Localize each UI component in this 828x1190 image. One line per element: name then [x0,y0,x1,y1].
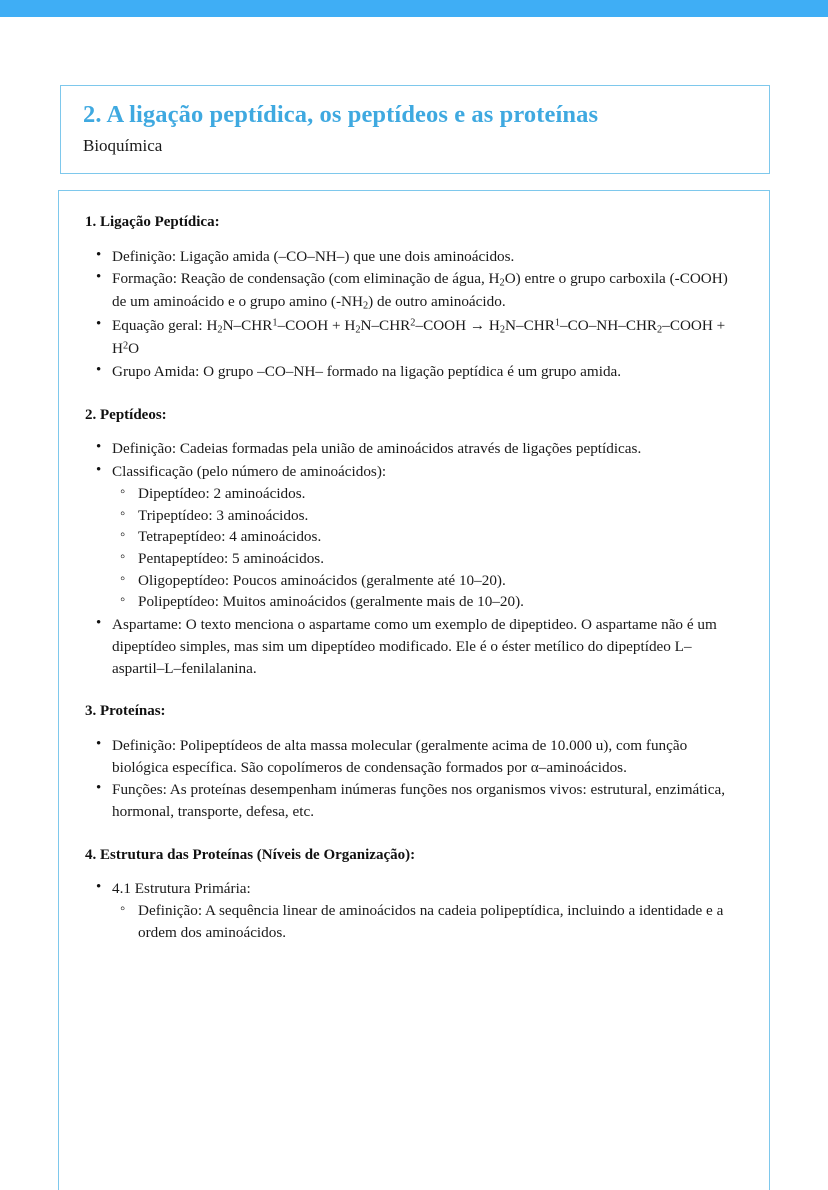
list-item-text: 4.1 Estrutura Primária: [112,880,251,898]
list-item [85,461,739,613]
list-item-text: Classificação (pelo número de aminoácidos): [112,463,387,481]
sub-list-item [112,526,739,548]
sub-list-item [112,570,739,592]
section-heading: 2. Peptídeos: [85,406,167,423]
list-item-text: Definição: Polipeptídeos de alta massa molecular (geralmente acima de 10.000 u), com função biológica específica. São copolímeros de condensação formados por α–aminoácidos. [112,736,688,776]
section-heading: 4. Estrutura das Proteínas (Níveis de Organização): [85,846,416,863]
document-header-box [60,85,770,174]
chemical-equation: Equação geral: $H_2N-CHR^1$–COOH + $H_2N-CHR^2$–COOH → $H_2N-CHR^1-CO-NH-CHR_2$–COOH + $H^2O$ [112,317,726,358]
sub-bullet-list [112,900,739,943]
sub-list-item [112,483,739,505]
document-section [85,846,739,944]
sub-list-item-text: Definição: A sequência linear de aminoácidos na cadeia polipeptídica, incluindo a identidade e a ordem dos aminoácidos. [138,902,724,941]
top-accent-bar [0,0,828,17]
list-item [85,735,739,778]
subscript: 2 [499,277,505,289]
subscript: 2 [217,324,223,336]
sub-list-item [112,505,739,527]
document-section [85,702,739,822]
list-item [85,614,739,679]
sub-list-item-text: Pentapeptídeo: 5 aminoácidos. [138,550,325,568]
sub-list-item-text: Tripeptídeo: 3 aminoácidos. [138,506,309,524]
list-item [85,268,739,314]
page-title: 2. A ligação peptídica, os peptídeos e as proteínas [83,101,599,128]
list-item-text: Grupo Amida: O grupo –CO–NH– formado na ligação peptídica é um grupo amida. [112,363,622,381]
sub-list-item-text: Tetrapeptídeo: 4 aminoácidos. [138,528,322,546]
sub-bullet-list [112,483,739,613]
list-item-text: Definição: Ligação amida (–CO–NH–) que une dois aminoácidos. [112,247,515,265]
sub-list-item-text: Oligopeptídeo: Poucos aminoácidos (geralmente até 10–20). [138,571,506,589]
list-item-text: Funções: As proteínas desempenham inúmeras funções nos organismos vivos: estrutural, enzimática, hormonal, transporte, defesa, etc. [112,781,725,821]
sub-list-item [112,591,739,613]
sub-list-item [112,900,739,943]
list-item-text: Aspartame: O texto menciona o aspartame como um exemplo de dipeptideo. O aspartame não é um dipeptídeo simples, mas sim um dipeptídeo modificado. Ele é o éster metílico do dipeptídeo L–aspartil–L–fenilalanina. [112,616,717,677]
section-heading: 1. Ligação Peptídica: [85,214,220,230]
list-item [85,438,739,460]
list-item [85,779,739,822]
sub-list-item-text: Dipeptídeo: 2 aminoácidos. [138,484,306,502]
sub-list-item-text: Polipeptídeo: Muitos aminoácidos (geralmente mais de 10–20). [138,593,524,611]
sections-container [85,213,739,944]
list-item [85,878,739,943]
superscript: 2 [122,341,129,353]
subscript: 2 [499,324,506,336]
subscript: 2 [657,324,663,336]
list-item-text: Formação: Reação de condensação (com eliminação de água, $H_2O$) entre o grupo carboxila (-COOH) de um aminoácido e o grupo amino $(-NH_2)$ de outro aminoácido. [112,270,728,312]
document-section [85,213,739,383]
subscript: 2 [355,324,361,336]
bullet-list [85,735,739,823]
page-subtitle: Bioquímica [83,136,163,156]
subscript: 2 [362,300,369,312]
sub-list-item [112,548,739,570]
superscript: 1 [272,318,278,329]
superscript: 2 [410,318,416,329]
list-item [85,361,739,383]
superscript: 1 [554,318,560,329]
section-heading: 3. Proteínas: [85,703,166,720]
list-item [85,246,739,268]
document-content-box [58,190,770,1190]
list-item-text: Definição: Cadeias formadas pela união de aminoácidos através de ligações peptídicas. [112,440,642,458]
list-item [85,315,739,360]
bullet-list [85,246,739,383]
bullet-list [85,438,739,679]
document-section [85,406,739,680]
bullet-list [85,878,739,943]
